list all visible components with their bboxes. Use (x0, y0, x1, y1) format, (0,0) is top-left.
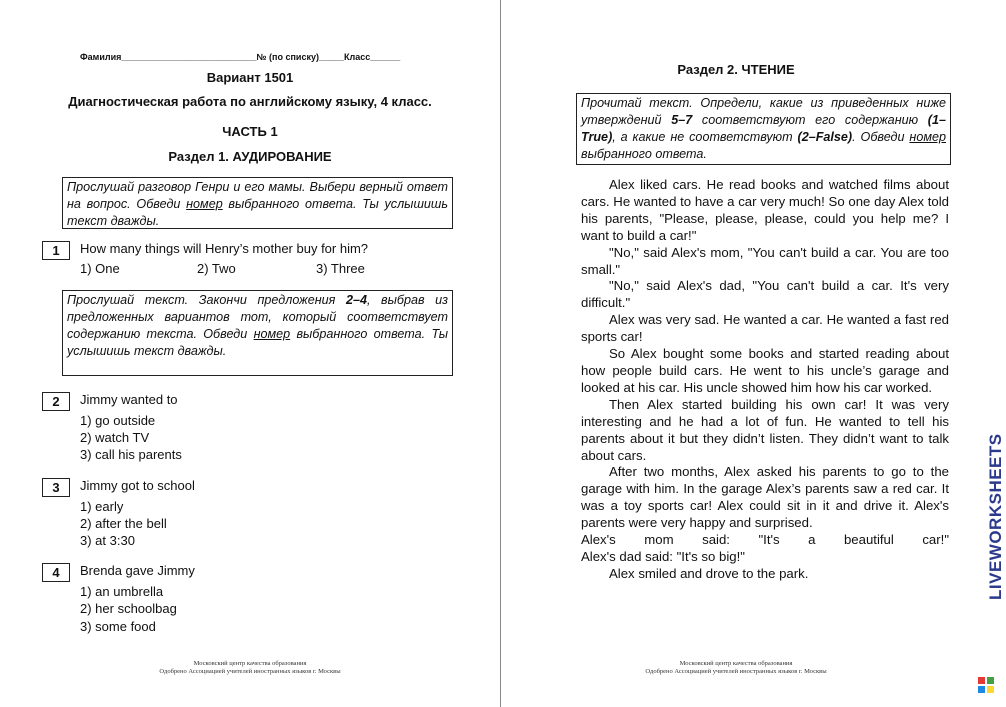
right-page (501, 0, 971, 707)
reading-instruction: Прочитай текст. Определи, какие из приведенных ниже утверждений 5–7 соответствуют его содержанию (1–True), а какие не соответствуют (2–False). Обведи номер выбранного ответа. (576, 93, 951, 165)
q2-option-1[interactable]: 1) go outside (80, 413, 156, 428)
story-paragraph: So Alex bought some books and started reading about how people build cars. He went to his uncle’s garage and looked at his car. His uncle showed him how his car worked. (581, 346, 949, 395)
q2-option-3[interactable]: 3) call his parents (80, 447, 182, 462)
footer-line-1: Московский центр качества образования (193, 660, 307, 667)
q3-option-1[interactable]: 1) early (80, 499, 124, 514)
liveworksheets-logo-icon (978, 677, 994, 693)
footer-line-2: Одобрено Ассоциацией учителей иностранных языков г. Москвы (159, 668, 341, 675)
story-paragraph: Alex's mom said: "It's a beautiful car!" (581, 532, 949, 548)
variant-title: Вариант 1501 (206, 70, 294, 85)
q2-option-2[interactable]: 2) watch TV (80, 430, 150, 445)
q3-option-2[interactable]: 2) after the bell (80, 516, 167, 531)
story-paragraph: "No," said Alex's mom, "You can't build a car. You are too small." (581, 244, 949, 277)
question-4-text: Brenda gave Jimmy (80, 563, 195, 578)
part-title: ЧАСТЬ 1 (222, 124, 278, 139)
question-number-1: 1 (42, 241, 70, 260)
listening-instruction-2: Прослушай текст. Закончи предложения 2–4, выбрав из предложенных вариантов тот, который соответствует содержанию текста. Обведи номер выбранного ответа. Ты услышишь текст дважды. (62, 290, 453, 376)
watermark-strip (971, 0, 1000, 707)
story-paragraph: Alex was very sad. He wanted a car. He wanted a fast red sports car! (581, 312, 949, 345)
right-footer (501, 660, 971, 676)
section-reading-title: Раздел 2. ЧТЕНИЕ (677, 62, 795, 77)
story-paragraph: Alex smiled and drove to the park. (609, 565, 809, 581)
question-3-text: Jimmy got to school (80, 478, 195, 493)
footer-line-1: Московский центр качества образования (679, 660, 793, 667)
q1-option-3[interactable]: 3) Three (316, 261, 365, 276)
q1-option-2[interactable]: 2) Two (197, 261, 236, 276)
question-2-text: Jimmy wanted to (80, 392, 178, 407)
story-paragraph: Alex liked cars. He read books and watched films about cars. He wanted to have a car very much! So one day Alex told his parents, "Please, please, please, could you help me? I want to build a car!" (581, 177, 949, 243)
question-number-3: 3 (42, 478, 70, 497)
q4-option-3[interactable]: 3) some food (80, 619, 156, 634)
q4-option-1[interactable]: 1) an umbrella (80, 584, 164, 599)
q3-option-3[interactable]: 3) at 3:30 (80, 533, 135, 548)
liveworksheets-watermark: LIVEWORKSHEETS (986, 433, 1005, 600)
q4-option-2[interactable]: 2) her schoolbag (80, 601, 177, 616)
left-page (0, 0, 500, 707)
story-paragraph: Alex's dad said: "It's so big!" (581, 548, 745, 564)
student-info-fields: Фамилия___________________________№ (по списку)_____Класс______ (80, 52, 401, 62)
section-listening-title: Раздел 1. АУДИРОВАНИЕ (168, 149, 332, 164)
reading-story (581, 177, 949, 583)
q1-option-1[interactable]: 1) One (80, 261, 120, 276)
work-title: Диагностическая работа по английскому языку, 4 класс. (68, 94, 432, 109)
listening-instruction-1: Прослушай разговор Генри и его мамы. Выбери верный ответ на вопрос. Обведи номер выбранного ответа. Ты услышишь текст дважды. (62, 177, 453, 229)
story-paragraph: Then Alex started building his own car! It was very interesting and he had a lot of fun. He wanted to tell his parents about it but they didn’t listen. They didn’t want to talk about cars. (581, 396, 949, 463)
left-footer (0, 660, 500, 676)
story-paragraph: After two months, Alex asked his parents to go to the garage with him. In the garage Alex’s parents saw a red car. It was a toy sports car! Alex could sit in it and drive it. Alex's parents were very happy and surprised. (581, 464, 949, 531)
footer-line-2: Одобрено Ассоциацией учителей иностранных языков г. Москвы (645, 668, 827, 675)
story-paragraph: "No," said Alex's dad, "You can't build a car. It's very difficult." (581, 278, 949, 311)
question-number-4: 4 (42, 563, 70, 582)
question-1-text: How many things will Henry’s mother buy for him? (80, 241, 369, 256)
question-number-2: 2 (42, 392, 70, 411)
